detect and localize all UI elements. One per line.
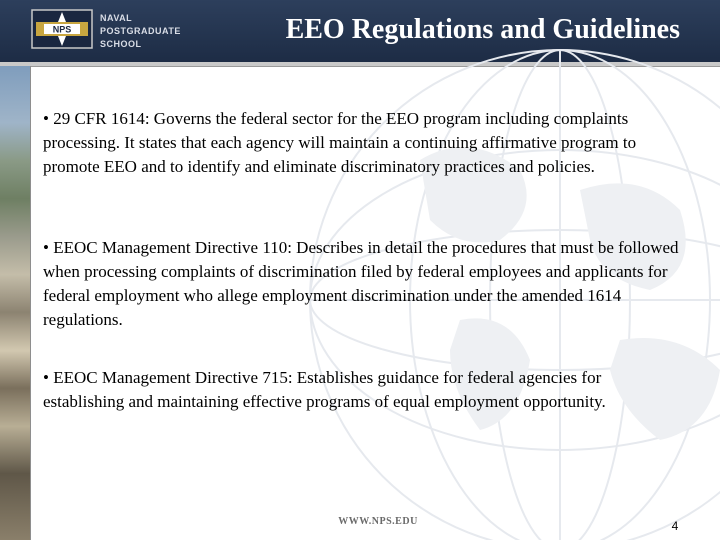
- slide-title: EEO Regulations and Guidelines: [285, 14, 680, 45]
- footer-url: WWW.NPS.EDU: [338, 516, 418, 527]
- logo-seal-text: NPS: [52, 24, 72, 35]
- bullet-item: • 29 CFR 1614: Governs the federal sector for the EEO program including complaints processing. It states that each agency will maintain a continuing affirmative program to promote EEO and to identify and eliminate discriminatory practices and policies.: [43, 109, 637, 176]
- photo-divider: [30, 66, 31, 540]
- logo-text-line: POSTGRADUATE: [100, 26, 181, 36]
- page-number: 4: [671, 519, 679, 533]
- logo-text-line: NAVAL: [100, 13, 133, 23]
- campus-photo: [0, 66, 30, 540]
- bullet-item: • EEOC Management Directive 110: Describes in detail the procedures that must be followed when processing complaints of discrimination filed by federal employees and applicants for federal employment who allege employment discrimination under the amended 1614 regulations.: [43, 238, 679, 329]
- bullet-item: • EEOC Management Directive 715: Establishes guidance for federal agencies for establishing and maintaining effective programs of equal employment opportunity.: [43, 368, 606, 411]
- logo-wordmark: [100, 12, 190, 51]
- logo-text-line: SCHOOL: [100, 39, 142, 49]
- nps-seal-logo-icon: [30, 8, 94, 50]
